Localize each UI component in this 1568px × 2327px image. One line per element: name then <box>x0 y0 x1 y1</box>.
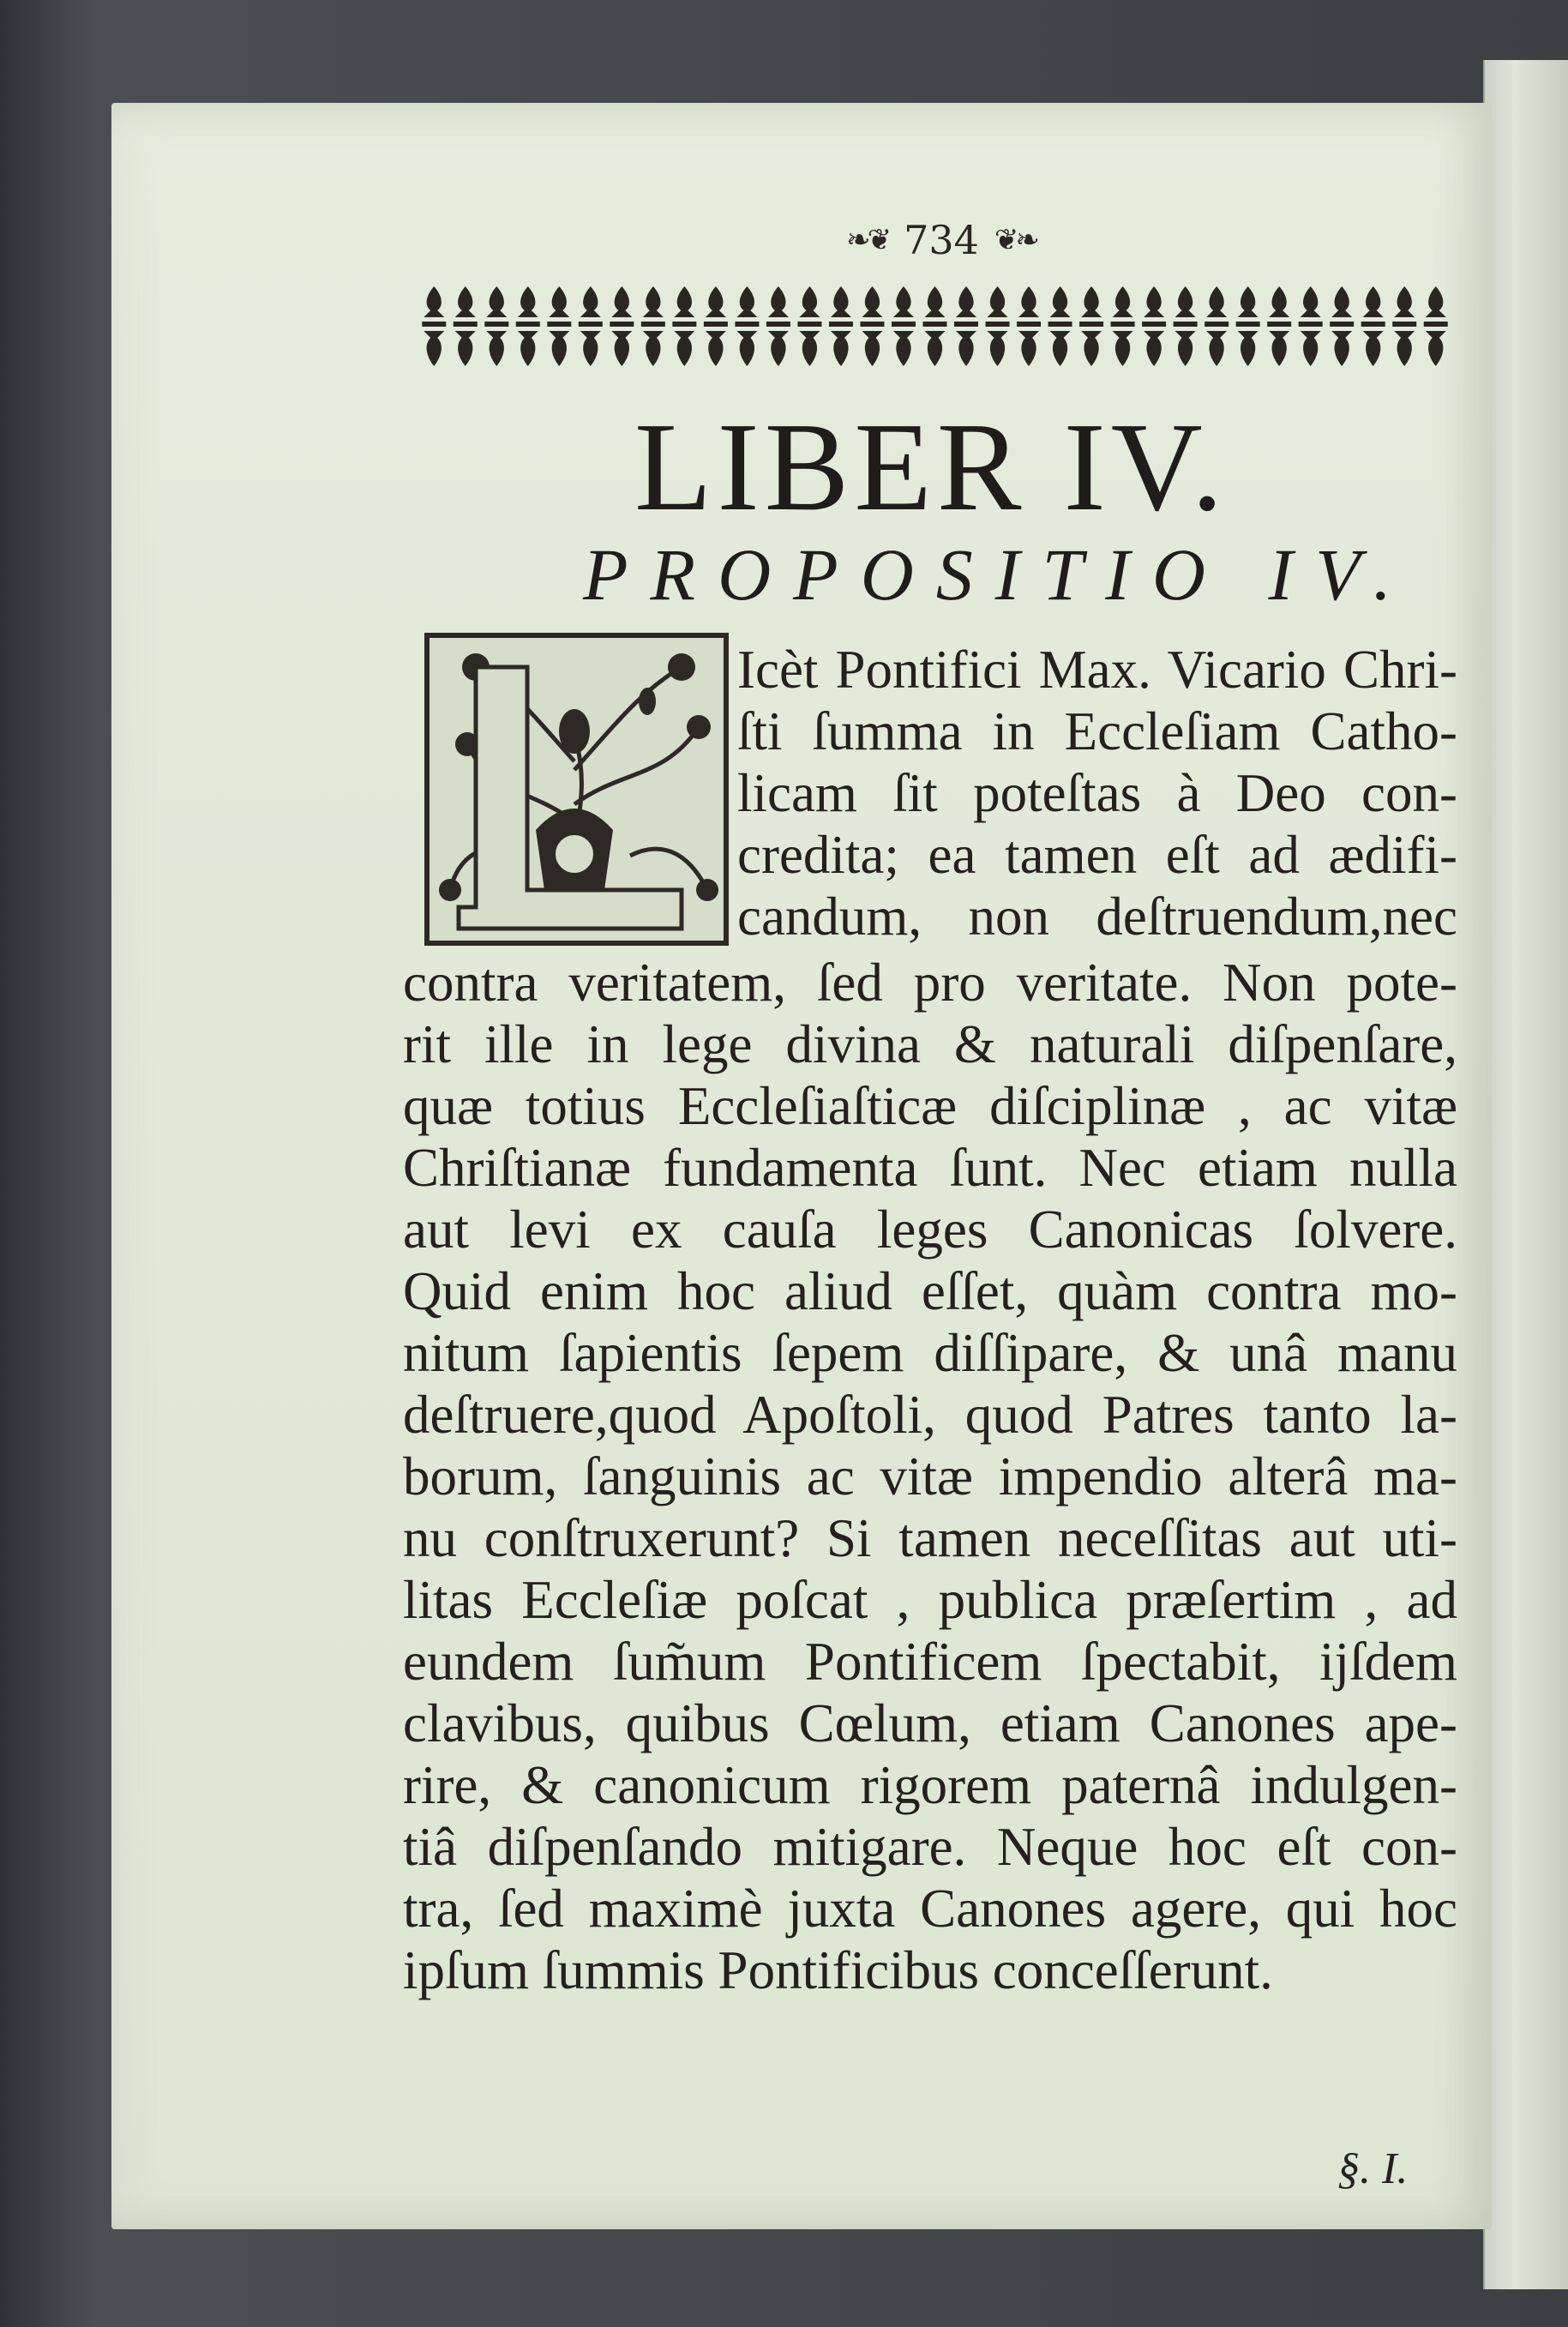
lead-text-block <box>737 639 1457 947</box>
fleuron-upper <box>580 286 601 317</box>
fleuron-lower <box>424 331 444 366</box>
fleuron-upper <box>925 286 946 317</box>
ornament-left: ❧❦ <box>846 223 889 257</box>
fleuron-bar <box>1424 322 1448 327</box>
fleuron-lower <box>1363 331 1384 366</box>
lead-line: Icèt Pontifici Max. Vicario Chri- <box>737 640 1457 700</box>
fleuron-bar <box>1361 322 1385 327</box>
fleuron-lower <box>455 331 476 366</box>
fleuron-lower <box>736 331 757 366</box>
fleuron-bar <box>986 322 1010 327</box>
fleuron-lower <box>925 331 946 366</box>
fleuron-upper <box>862 286 882 317</box>
adjacent-page-edge <box>1483 60 1568 2289</box>
fleuron-lower <box>831 331 851 366</box>
body-line: deſtruere,quod Apoſtoli, quod Patres tanto la- <box>403 1385 1457 1445</box>
fleuron-bar <box>1111 322 1135 327</box>
body-text-block <box>403 952 1457 2001</box>
fleuron-lower <box>1206 331 1227 366</box>
lead-line: credita; ea tamen eſt ad ædifi- <box>737 825 1457 885</box>
fleuron-upper <box>799 286 820 317</box>
fleuron-bar <box>860 322 884 327</box>
fleuron-upper <box>674 286 694 317</box>
fleuron-bar <box>829 322 853 327</box>
fleuron-bar <box>672 322 696 327</box>
book-title: LIBER IV. <box>634 397 1229 538</box>
body-line: Quid enim hoc aliud eſſet, quàm contra mo- <box>403 1261 1457 1321</box>
fleuron-upper <box>956 286 976 317</box>
body-line: rit ille in lege divina & naturali diſpenſare, <box>403 1014 1457 1074</box>
fleuron-lower <box>1301 331 1321 366</box>
body-line: rire, & canonicum rigorem paternâ indulgen- <box>403 1755 1457 1815</box>
fleuron-lower <box>1331 331 1352 366</box>
fleuron-bar <box>1299 322 1323 327</box>
fleuron-upper <box>1050 286 1071 317</box>
fleuron-bar <box>484 322 508 327</box>
fleuron-lower <box>549 331 569 366</box>
fleuron-lower <box>706 331 726 366</box>
fleuron-upper <box>455 286 476 317</box>
fleuron-lower <box>674 331 694 366</box>
fleuron-bar <box>954 322 978 327</box>
decorated-initial-L <box>424 633 729 946</box>
fleuron-bar <box>1236 322 1260 327</box>
body-line: litas Eccleſiæ poſcat , publica præſertim , ad <box>403 1570 1457 1630</box>
fleuron-bar <box>1079 322 1103 327</box>
fleuron-bar <box>1174 322 1198 327</box>
fleuron-upper <box>1238 286 1259 317</box>
fleuron-upper <box>1175 286 1196 317</box>
fleuron-lower <box>768 331 789 366</box>
proposition-heading: PROPOSITIO IV. <box>583 533 1415 616</box>
fleuron-upper <box>1363 286 1384 317</box>
fleuron-upper <box>611 286 632 317</box>
fleuron-bar <box>547 322 571 327</box>
fleuron-bar <box>1142 322 1166 327</box>
fleuron-upper <box>1113 286 1133 317</box>
fleuron-upper <box>1301 286 1321 317</box>
body-line: eundem ſum̃um Pontificem ſpectabit, ijſdem <box>403 1632 1457 1692</box>
body-line: tra, ſed maximè juxta Canones agere, qui hoc <box>403 1879 1457 1939</box>
fleuron-upper <box>1331 286 1352 317</box>
body-line: aut levi ex cauſa leges Canonicas ſolvere. <box>403 1200 1457 1260</box>
fleuron-bar <box>892 322 916 327</box>
fleuron-bar <box>1205 322 1229 327</box>
fleuron-bar <box>766 322 790 327</box>
body-line: nu conſtruxerunt? Si tamen neceſſitas aut uti- <box>403 1508 1457 1568</box>
fleuron-lower <box>1113 331 1133 366</box>
fleuron-upper <box>424 286 444 317</box>
fleuron-upper <box>706 286 726 317</box>
fleuron-bar <box>422 322 446 327</box>
ornament-right: ❦❧ <box>994 223 1036 257</box>
fleuron-lower <box>1081 331 1102 366</box>
fleuron-upper <box>1081 286 1102 317</box>
fleuron-lower <box>1426 331 1446 366</box>
fleuron-band-ornament <box>418 281 1451 371</box>
fleuron-upper <box>1018 286 1039 317</box>
fleuron-upper <box>893 286 914 317</box>
fleuron-lower <box>893 331 914 366</box>
fleuron-lower <box>799 331 820 366</box>
fleuron-lower <box>611 331 632 366</box>
fleuron-upper <box>736 286 757 317</box>
fleuron-lower <box>1269 331 1289 366</box>
fleuron-lower <box>1144 331 1164 366</box>
fleuron-upper <box>643 286 664 317</box>
body-line: nitum ſapientis ſepem diſſipare, & unâ manu <box>403 1323 1457 1383</box>
catchword: §. I. <box>1337 2144 1409 2193</box>
fleuron-upper <box>1269 286 1289 317</box>
body-line: ipſum ſummis Pontificibus conceſſerunt. <box>403 1940 1273 2000</box>
body-line: quæ totius Eccleſiaſticæ diſciplinæ , ac vitæ <box>403 1076 1457 1136</box>
fleuron-bar <box>1267 322 1291 327</box>
fleuron-upper <box>549 286 569 317</box>
fleuron-lower <box>956 331 976 366</box>
fleuron-upper <box>518 286 538 317</box>
fleuron-upper <box>1206 286 1227 317</box>
fleuron-lower <box>643 331 664 366</box>
fleuron-bar <box>454 322 478 327</box>
lead-line: licam ſit poteſtas à Deo con- <box>737 763 1457 823</box>
lead-line: ſti ſumma in Eccleſiam Catho- <box>737 701 1457 761</box>
fleuron-lower <box>486 331 507 366</box>
fleuron-lower <box>1394 331 1415 366</box>
fleuron-bar <box>1017 322 1041 327</box>
fleuron-bar <box>1392 322 1416 327</box>
fleuron-bar <box>735 322 759 327</box>
body-line: tiâ diſpenſando mitigare. Neque hoc eſt con- <box>403 1817 1457 1877</box>
fleuron-bar <box>1330 322 1354 327</box>
fleuron-upper <box>831 286 851 317</box>
fleuron-bar <box>797 322 821 327</box>
fleuron-lower <box>1018 331 1039 366</box>
fleuron-lower <box>1175 331 1196 366</box>
fleuron-bar <box>641 322 665 327</box>
fleuron-bar <box>704 322 728 327</box>
fleuron-upper <box>1394 286 1415 317</box>
fleuron-bar <box>516 322 540 327</box>
fleuron-bar <box>1048 322 1072 327</box>
page-number: 734 <box>904 217 979 263</box>
fleuron-upper <box>768 286 789 317</box>
fleuron-bar <box>923 322 947 327</box>
running-head <box>830 210 1053 270</box>
fleuron-upper <box>1144 286 1164 317</box>
fleuron-lower <box>518 331 538 366</box>
fleuron-upper <box>1426 286 1446 317</box>
fleuron-lower <box>988 331 1008 366</box>
fleuron-lower <box>580 331 601 366</box>
body-line: clavibus, quibus Cœlum, etiam Canones ape- <box>403 1693 1457 1753</box>
fleuron-lower <box>862 331 882 366</box>
lead-line: candum, non deſtruendum,nec <box>737 887 1457 947</box>
fleuron-lower <box>1238 331 1259 366</box>
fleuron-bar <box>610 322 634 327</box>
fleuron-bar <box>579 322 603 327</box>
body-line: borum, ſanguinis ac vitæ impendio alterâ ma- <box>403 1446 1457 1506</box>
fleuron-lower <box>1050 331 1071 366</box>
fleuron-upper <box>486 286 507 317</box>
body-line: contra veritatem, ſed pro veritate. Non pote- <box>403 953 1457 1013</box>
body-line: Chriſtianæ fundamenta ſunt. Nec etiam nulla <box>403 1138 1457 1198</box>
fleuron-upper <box>988 286 1008 317</box>
